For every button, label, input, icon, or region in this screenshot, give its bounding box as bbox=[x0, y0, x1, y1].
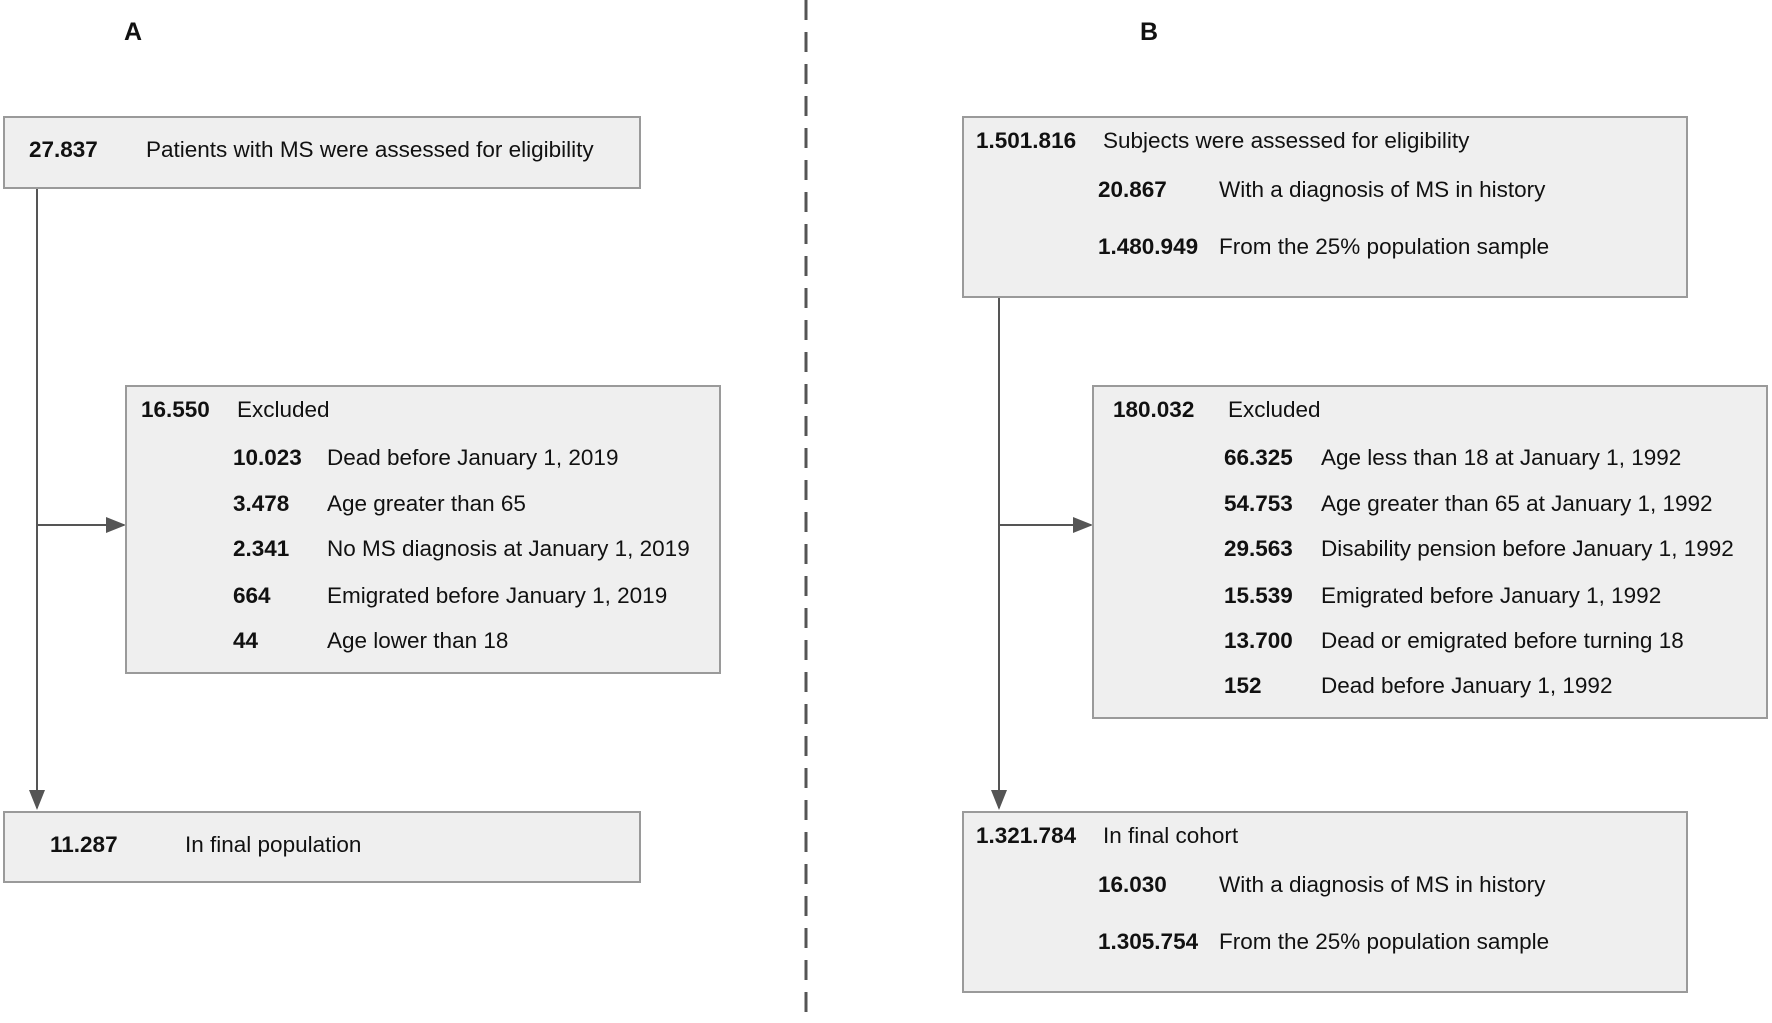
b-excluded-item-count: 15.539 bbox=[1224, 583, 1293, 608]
b-final-text: In final cohort bbox=[1103, 823, 1239, 848]
b-excluded-item-text: Dead before January 1, 1992 bbox=[1321, 673, 1613, 698]
a-assessed-count: 27.837 bbox=[29, 137, 98, 162]
b-assessed-item-text: With a diagnosis of MS in history bbox=[1219, 177, 1546, 202]
a-excluded-item-text: Dead before January 1, 2019 bbox=[327, 445, 619, 470]
b-final-item-text: With a diagnosis of MS in history bbox=[1219, 872, 1546, 897]
a-final-count: 11.287 bbox=[50, 832, 118, 857]
a-excluded-text: Excluded bbox=[237, 397, 330, 422]
b-final-item-count: 1.305.754 bbox=[1098, 929, 1199, 954]
b-excluded-item-count: 54.753 bbox=[1224, 491, 1293, 516]
a-excluded-item-count: 44 bbox=[233, 628, 259, 653]
a-excluded-count: 16.550 bbox=[141, 397, 210, 422]
b-assessed-item-count: 20.867 bbox=[1098, 177, 1167, 202]
b-final-count: 1.321.784 bbox=[976, 823, 1077, 848]
b-excluded-item-text: Emigrated before January 1, 1992 bbox=[1321, 583, 1662, 608]
a-assessed-text: Patients with MS were assessed for eligibility bbox=[146, 137, 594, 162]
a-final-text: In final population bbox=[185, 832, 362, 857]
a-excluded-item-text: No MS diagnosis at January 1, 2019 bbox=[327, 536, 690, 561]
b-excluded-item-text: Dead or emigrated before turning 18 bbox=[1321, 628, 1684, 653]
panel-b-label: B bbox=[1140, 18, 1159, 46]
b-assessed-item-count: 1.480.949 bbox=[1098, 234, 1199, 259]
b-assessed-count: 1.501.816 bbox=[976, 128, 1077, 153]
a-excluded-item-text: Emigrated before January 1, 2019 bbox=[327, 583, 668, 608]
a-excluded-item-count: 2.341 bbox=[233, 536, 290, 561]
b-excluded-item-text: Age greater than 65 at January 1, 1992 bbox=[1321, 491, 1713, 516]
b-excluded-item-text: Age less than 18 at January 1, 1992 bbox=[1321, 445, 1682, 470]
a-excluded-item-count: 664 bbox=[233, 583, 271, 608]
b-excluded-item-count: 66.325 bbox=[1224, 445, 1293, 470]
panel-a-label: A bbox=[124, 18, 143, 46]
a-excluded-item-count: 3.478 bbox=[233, 491, 290, 516]
b-assessed-item-text: From the 25% population sample bbox=[1219, 234, 1550, 259]
a-excluded-item-text: Age lower than 18 bbox=[327, 628, 509, 653]
b-excluded-item-text: Disability pension before January 1, 1992 bbox=[1321, 536, 1734, 561]
a-excluded-item-count: 10.023 bbox=[233, 445, 302, 470]
b-excluded-item-count: 29.563 bbox=[1224, 536, 1293, 561]
b-excluded-item-count: 152 bbox=[1224, 673, 1262, 698]
b-excluded-text: Excluded bbox=[1228, 397, 1321, 422]
a-excluded-item-text: Age greater than 65 bbox=[327, 491, 526, 516]
b-excluded-item-count: 13.700 bbox=[1224, 628, 1293, 653]
b-final-item-count: 16.030 bbox=[1098, 872, 1167, 897]
b-excluded-count: 180.032 bbox=[1113, 397, 1195, 422]
b-assessed-text: Subjects were assessed for eligibility bbox=[1103, 128, 1470, 153]
b-final-item-text: From the 25% population sample bbox=[1219, 929, 1550, 954]
